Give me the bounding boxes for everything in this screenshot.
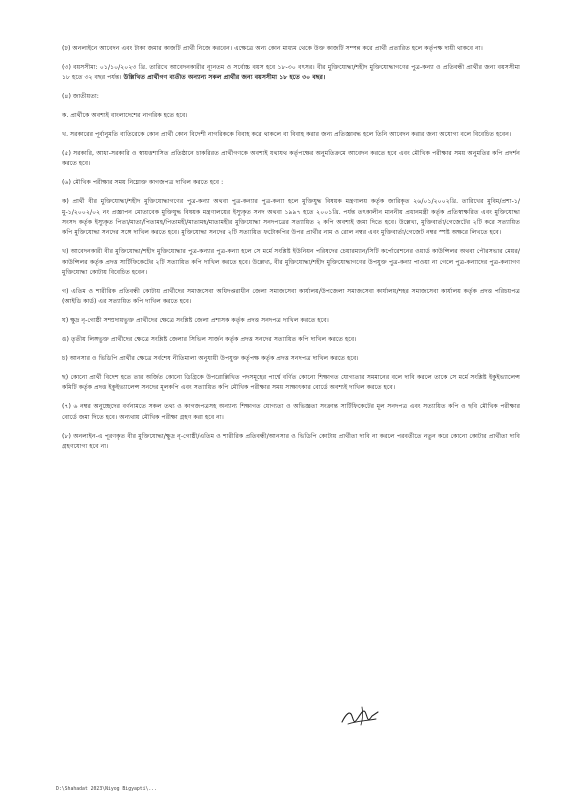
paragraph-original-certificates: (৭) ৬ নম্বর অনুচ্ছেদের বর্ণনামতে সকল তথ্য ও কাগজপত্রসহ অন্যান্য শিক্ষাগত যোগ্যতা ও অভিজ্ঞতা সংক্রান্ত সার্টিফিকেটের মূল সনদপত্র এবং সত্যায়িত কপি ও ছবি মৌখিক পরীক্ষার বোর্ডে জমা দিতে হবে। অন্যথায় মৌখিক পরীক্ষা গ্রহণ করা হবে না। xyxy=(62,403,520,421)
paragraph-orphan-disabled-quota: গ) এতিম ও শারীরিক প্রতিবন্ধী কোটায় প্রার্থীদের সমাজসেবা অধিদপ্তরাধীন জেলা সমাজসেবা কার্যালয়/উপজেলা সমাজসেবা কার্যালয়/শহর সমাজসেবা কার্যালয় কর্তৃক প্রদত্ত পরিচয়পত্র (আইডি কার্ড) এর সত্যায়িত কপি দাখিল করতে হবে। xyxy=(62,288,520,306)
paragraph-online-application: (ঢ) অনলাইনে আবেদন এবং টাকা জমার কাজটি প্রার্থী নিজে করবেন। এক্ষেত্রে অন্য কোন মাধ্যম থেকে উক্ত কাজটি সম্পন্ন করে প্রার্থী প্রতারিত হলে কর্তৃপক্ষ দায়ী থাকবে না। xyxy=(62,45,483,52)
paragraph-grandchildren-quota: খ) আবেদনকারী বীর মুক্তিযোদ্ধা/শহীদ মুক্তিযোদ্ধার পুত্র-কন্যার পুত্র-কন্যা হলে সে মর্মে সংশ্লিষ্ট ইউনিয়ন পরিষদের চেয়ারম্যান/সিটি কর্পোরেশনের ওয়ার্ড কাউন্সিলর অথবা পৌরসভার মেয়র/কাউন্সিলর কর্তৃক প্রদত্ত সার্টিফিকেটের ২টি সত্যায়িত কপি দাখিল করতে হবে। উল্লেখ্য, বীর মুক্তিযোদ্ধা/শহীদ মুক্তিযোদ্ধাগণের উপযুক্ত পুত্র-কন্যা পাওয়া না গেলে পুত্র-কন্যাদের পুত্র-কন্যাগণ মুক্তিযোদ্ধা কোটায় বিবেচিত হবেন। xyxy=(62,248,520,277)
paragraph-freedom-fighter-quota: ক) প্রার্থী বীর মুক্তিযোদ্ধা/শহীদ মুক্তিযোদ্ধাগণের পুত্র-কন্যা অথবা পুত্র-কন্যার পুত্র-কন্যা হলে মুক্তিযুদ্ধ বিষয়ক মন্ত্রণালয় কর্তৃক জারিকৃত ২৬/০১/২০০২খ্রি. তারিখের মুবিম/প্রশা-১/মু-১/২০০২/০২ নং প্রজ্ঞাপন মোতাবেক মুক্তিযুদ্ধ বিষয়ক মন্ত্রণালয়ের ইস্যুকৃত সনদ অথবা ১৯৯৭ হতে ২০০১খ্রি. পর্যন্ত তৎকালীন মাননীয় প্রধানমন্ত্রী কর্তৃক প্রতিস্বাক্ষরিত এবং মুক্তিযোদ্ধা সংসদ কর্তৃক ইস্যুকৃত পিতা/মাতা/পিতামহ/পিতামহী/মাতামহ/মাতামহীর মুক্তিযোদ্ধা সনদপত্রের সত্যায়িত ২ কপি অবশ্যই জমা দিতে হবে। উল্লেখ্য, মুক্তিবার্তা/গেজেটের ২টি করে সত্যায়িত কপি মুক্তিযোদ্ধা সনদের সঙ্গে দাখিল করতে হবে। মুক্তিযোদ্ধা সনদের ২টি সত্যায়িত ফটোকপির উপর প্রার্থীর নাম ও রোল নম্বর এবং মুক্তিবার্তা/গেজেট নম্বর স্পষ্ট অক্ষরে লিখতে হবে। xyxy=(62,198,520,237)
age-limit-text: (৩) বয়সসীমা: ০১/১০/২০২৩ খ্রি. তারিখে আবেদনকারীর ন্যূনতম ও সর্বোচ্চ বয়স হবে ১৮-৩০ বৎসর। বীর মুক্তিযোদ্ধা/শহীদ মুক্তিযোদ্ধাগণের পুত্র-কন্যা ও প্রতিবন্ধী প্রার্থীর জন্য বয়সসীমা ১৮ হতে ৩২ বছর পর্যন্ত। xyxy=(62,63,520,82)
paragraph-age-limit xyxy=(62,63,520,84)
paragraph-quota-claim: (৮) অনলাইন-এ পূরণকৃত বীর মুক্তিযোদ্ধা/ক্ষুদ্র নৃ-গোষ্ঠী/এতিম ও শারীরিক প্রতিবন্ধী/আনসার ও ভিডিপি কোটায় প্রার্থীতা দাবি না করলে পরবর্তীতে নতুন করে কোনো কোটার প্রার্থীতা দাবি গ্রহণযোগ্য হবে না। xyxy=(62,432,520,451)
paragraph-government-employees: (৫) সরকারি, আধা-সরকারি ও স্বায়ত্তশাসিত প্রতিষ্ঠানে চাকরিরত প্রার্থীগণকে অবশ্যই যথাযথ কর্তৃপক্ষের অনুমতিক্রমে আবেদন করতে হবে এবং মৌখিক পরীক্ষার সময় অনুমতির কপি প্রদর্শন করতে হবে। xyxy=(62,149,520,168)
signature-image xyxy=(338,704,382,728)
paragraph-ansar-vdp: চ) আনসার ও ভিডিপি প্রার্থীর ক্ষেত্রে সর্বশেষ নীতিমালা অনুযায়ী উপযুক্ত কর্তৃপক্ষ কর্তৃক প্রদত্ত সনদপত্র দাখিল করতে হবে। xyxy=(62,355,359,363)
paragraph-nationality-a: ক. প্রার্থীকে অবশ্যই বাংলাদেশের নাগরিক হতে হবে। xyxy=(62,112,188,120)
paragraph-foreign-degree: ছ) কোনো প্রার্থী বিদেশ হতে তার অর্জিত কোনো ডিগ্রিকে উপরোল্লিখিত পদসমূহের পার্শ্বে বর্ণিত কোনো শিক্ষাগত যোগ্যতার সমমানের বলে দাবি করলে তাকে সে মর্মে সংশ্লিষ্ট ইকুইভ্যালেন্স কমিটি কর্তৃক প্রদত্ত ইকুইভ্যালেন্স সনদের মূলকপি এবং সত্যায়িত কপি মৌখিক পরীক্ষার সময় সাক্ষাৎকার বোর্ডে অবশ্যই দাখিল করতে হবে। xyxy=(62,374,520,392)
document-body xyxy=(62,44,520,461)
paragraph-nationality-heading: (৪) জাতীয়তা: xyxy=(62,93,99,101)
paragraph-ethnic-minority: ঘ) ক্ষুদ্র নৃ-গোষ্ঠী সম্প্রদায়ভুক্ত প্রার্থীদের ক্ষেত্রে সংশ্লিষ্ট জেলা প্রশাসক কর্তৃক প্রদত্ত সনদপত্র দাখিল করতে হবে। xyxy=(62,317,329,325)
paragraph-third-gender: ঙ) তৃতীয় লিঙ্গভুক্ত প্রার্থীদের ক্ষেত্রে সংশ্লিষ্ট জেলার সিভিল সার্জন কর্তৃক প্রদত্ত সনদের সত্যায়িত কপি দাখিল করতে হবে। xyxy=(62,336,357,344)
paragraph-viva-documents-heading: (৬) মৌখিক পরীক্ষার সময় নিম্নোক্ত কাগজপত্র দাখিল করতে হবে : xyxy=(62,179,224,187)
footer-file-path: D:\Shahadat 2023\Niyog Bigyapti\... xyxy=(56,787,158,792)
paragraph-nationality-b: খ. সরকারের পূর্বানুমতি ব্যতিরেকে কোন প্রার্থী কোন বিদেশী নাগরিককে বিবাহ করে থাকলে বা বিবাহ করার জন্য প্রতিজ্ঞাবদ্ধ হলে তিনি আবেদন করার জন্য অযোগ্য বলে বিবেচিত হবেন। xyxy=(62,131,512,139)
age-limit-bold-text: উল্লিখিত প্রার্থীগণ ব্যতীত অন্যান্য সকল প্রার্থীর জন্য বয়সসীমা ১৮ হতে ৩০ বছর। xyxy=(123,74,326,82)
